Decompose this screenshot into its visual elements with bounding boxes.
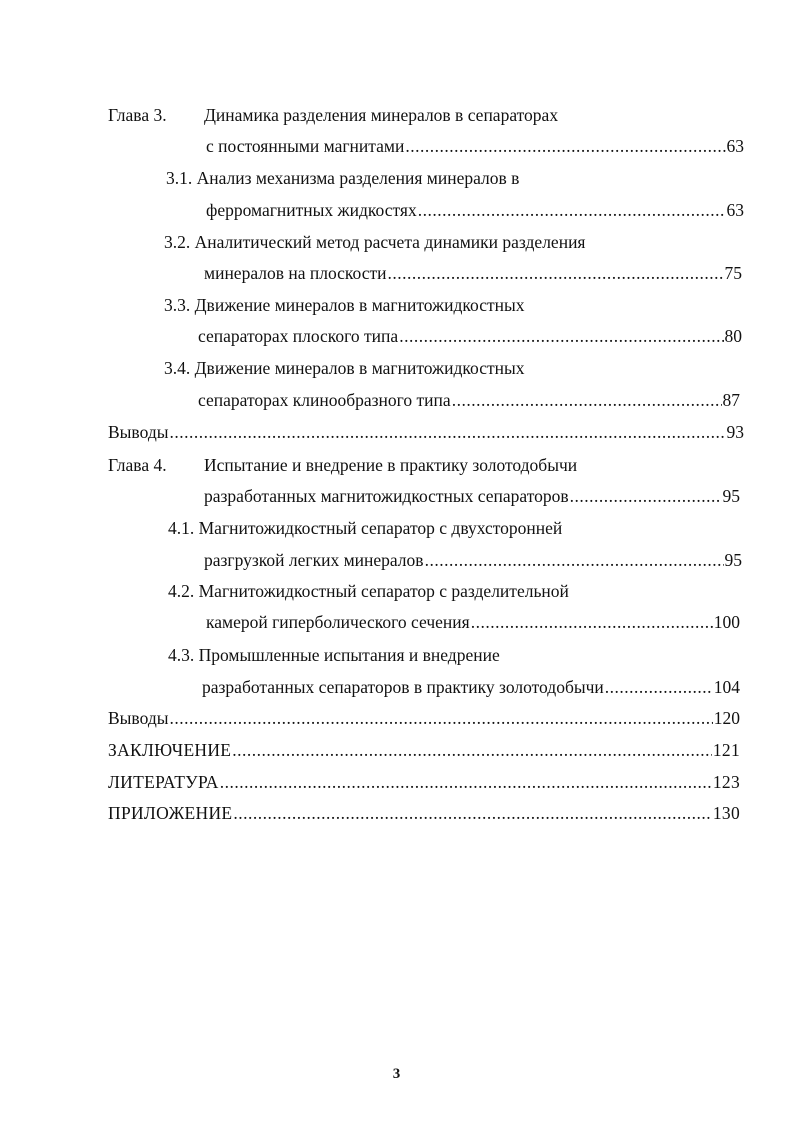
section-4-1-entry[interactable] — [204, 547, 742, 573]
chapter-4-page: 95 — [722, 486, 740, 506]
chapter-3-conclusions-entry[interactable] — [108, 419, 744, 445]
dot-leader — [405, 133, 725, 159]
dot-leader — [471, 609, 713, 635]
section-4-2-line2: камерой гиперболического сечения — [206, 612, 470, 632]
section-3-1-line2: ферромагнитных жидкостях — [206, 200, 417, 220]
section-3-2-line2: минералов на плоскости — [204, 263, 387, 283]
section-3-1-line1: 3.1. Анализ механизма разделения минералов в — [166, 168, 520, 188]
section-3-2-page: 75 — [724, 263, 742, 283]
section-3-2-entry[interactable] — [204, 260, 742, 286]
dot-leader — [169, 419, 725, 445]
dot-leader — [418, 197, 726, 223]
chapter-4-conclusions-label: Выводы — [108, 708, 169, 728]
section-3-3-heading — [164, 292, 525, 318]
dot-leader — [452, 387, 722, 413]
dot-leader — [425, 547, 724, 573]
section-3-1-entry[interactable] — [206, 197, 744, 223]
chapter-4-title-line1: Испытание и внедрение в практику золотодобычи — [204, 455, 578, 475]
section-3-2-line1: 3.2. Аналитический метод расчета динамики разделения — [164, 232, 586, 252]
conclusion-entry[interactable] — [108, 737, 740, 763]
appendix-entry[interactable] — [108, 800, 740, 826]
section-3-4-line2: сепараторах клинообразного типа — [198, 390, 451, 410]
section-4-2-page: 100 — [713, 612, 740, 632]
dot-leader — [220, 769, 712, 795]
section-3-4-line1: 3.4. Движение минералов в магнитожидкостных — [164, 358, 525, 378]
section-4-2-line1: 4.2. Магнитожидкостный сепаратор с разделительной — [168, 581, 569, 601]
chapter-3-title-line2: с постоянными магнитами — [206, 136, 405, 156]
appendix-page: 130 — [712, 803, 740, 823]
section-4-3-line2: разработанных сепараторов в практику золотодобычи — [202, 677, 604, 697]
dot-leader — [570, 483, 722, 509]
section-4-2-heading — [168, 578, 569, 604]
chapter-4-entry[interactable] — [204, 483, 740, 509]
section-3-1-page: 63 — [726, 200, 744, 220]
dot-leader — [399, 323, 723, 349]
section-4-1-heading — [168, 515, 562, 541]
section-4-3-page: 104 — [713, 677, 740, 697]
section-3-3-line2: сепараторах плоского типа — [198, 326, 399, 346]
chapter-3-heading — [108, 102, 558, 128]
chapter-4-heading — [108, 452, 577, 478]
chapter-4-conclusions-page: 120 — [713, 708, 740, 728]
chapter-4-title-line2: разработанных магнитожидкостных сепараторов — [204, 486, 569, 506]
section-3-2-heading — [164, 229, 585, 255]
section-3-4-page: 87 — [722, 390, 740, 410]
dot-leader — [605, 674, 713, 700]
section-4-3-heading — [168, 642, 500, 668]
section-4-2-entry[interactable] — [206, 609, 740, 635]
section-4-3-line1: 4.3. Промышленные испытания и внедрение — [168, 645, 500, 665]
dot-leader — [233, 800, 711, 826]
appendix-label: ПРИЛОЖЕНИЕ — [108, 803, 233, 823]
section-3-3-page: 80 — [724, 326, 742, 346]
chapter-3-title-line1: Динамика разделения минералов в сепараторах — [204, 105, 559, 125]
page-number: 3 — [392, 1066, 401, 1082]
conclusion-page: 121 — [712, 740, 740, 760]
chapter-4-conclusions-entry[interactable] — [108, 705, 740, 731]
dot-leader — [169, 705, 712, 731]
dot-leader — [388, 260, 724, 286]
section-4-1-line2: разгрузкой легких минералов — [204, 550, 424, 570]
section-3-3-line1: 3.3. Движение минералов в магнитожидкостных — [164, 295, 525, 315]
chapter-3-entry[interactable] — [206, 133, 744, 159]
section-4-1-page: 95 — [724, 550, 742, 570]
literature-entry[interactable] — [108, 769, 740, 795]
section-3-3-entry[interactable] — [198, 323, 742, 349]
literature-label: ЛИТЕРАТУРА — [108, 772, 219, 792]
section-4-3-entry[interactable] — [202, 674, 740, 700]
dot-leader — [232, 737, 712, 763]
conclusion-label: ЗАКЛЮЧЕНИЕ — [108, 740, 232, 760]
literature-page: 123 — [712, 772, 740, 792]
section-3-1-heading — [166, 165, 519, 191]
chapter-3-page: 63 — [726, 136, 744, 156]
chapter-3-conclusions-page: 93 — [726, 422, 744, 442]
chapter-4-label: Глава 4. — [108, 455, 167, 475]
section-4-1-line1: 4.1. Магнитожидкостный сепаратор с двухсторонней — [168, 518, 563, 538]
chapter-3-conclusions-label: Выводы — [108, 422, 169, 442]
section-3-4-heading — [164, 355, 525, 381]
chapter-3-label: Глава 3. — [108, 105, 167, 125]
section-3-4-entry[interactable] — [198, 387, 740, 413]
